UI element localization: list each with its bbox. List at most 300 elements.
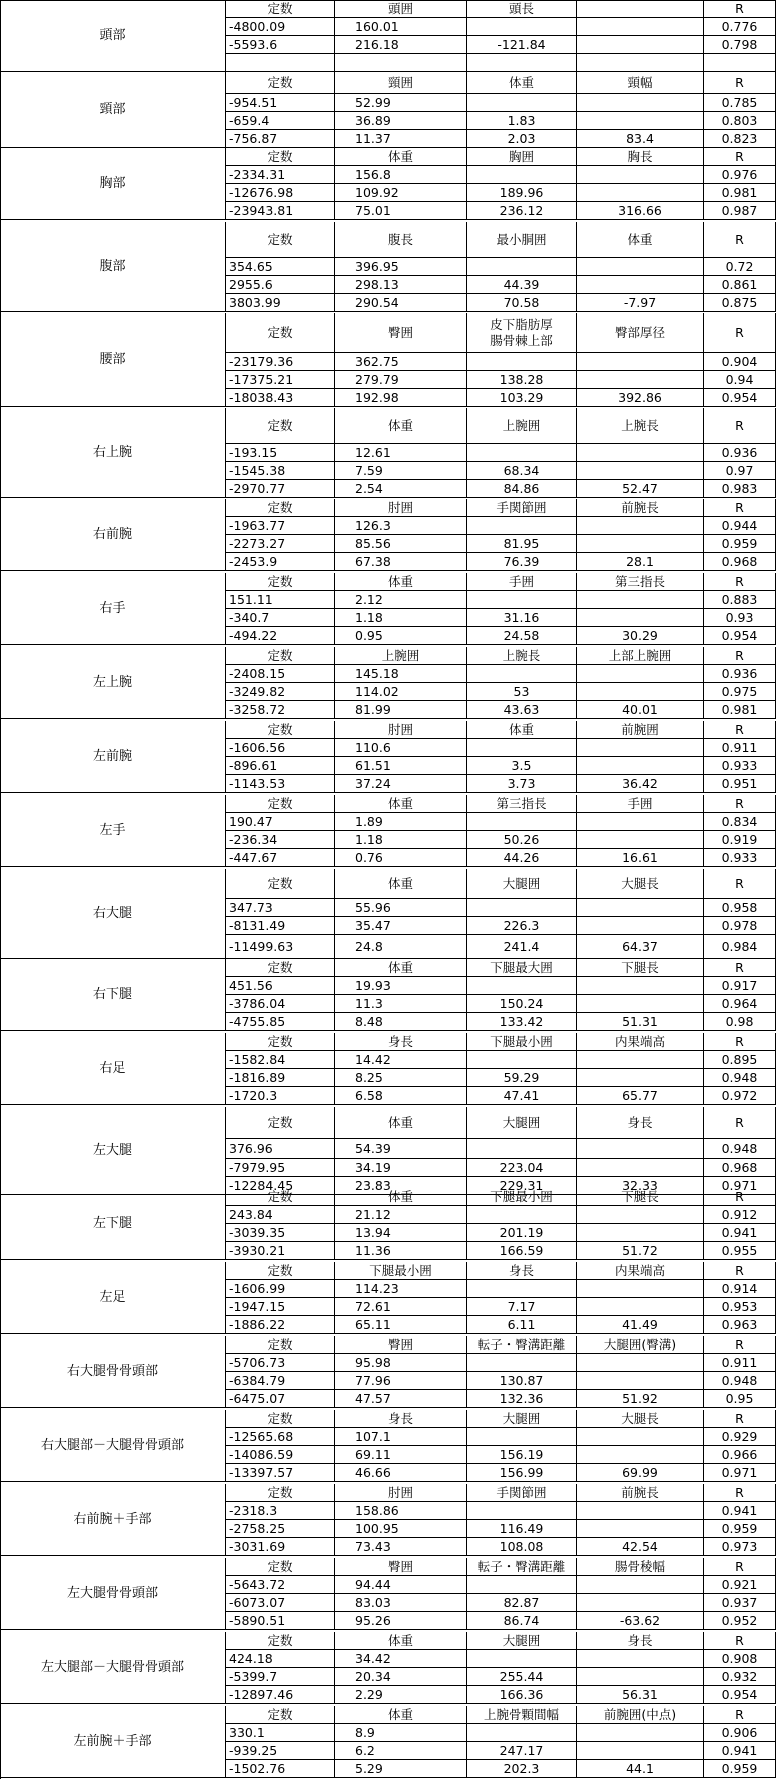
cell-constant: -13397.57	[226, 1464, 335, 1482]
blank-cell	[704, 54, 776, 72]
cell-value: 0.95	[335, 627, 467, 645]
cell-value: 133.42	[467, 1013, 577, 1031]
header-cell: R	[704, 1410, 776, 1428]
cell-constant: -1947.15	[226, 1298, 335, 1316]
cell-value: 65.11	[335, 1316, 467, 1334]
cell-value: 44.1	[577, 1760, 704, 1778]
cell-r: 0.968	[704, 553, 776, 571]
header-cell: 手関節囲	[467, 1484, 577, 1502]
header-cell: 体重	[467, 72, 577, 94]
cell-value	[577, 1280, 704, 1298]
cell-value: 69.11	[335, 1446, 467, 1464]
cell-value	[577, 977, 704, 995]
header-cell: 転子・臀溝距離	[467, 1336, 577, 1354]
header-cell: 身長	[335, 1410, 467, 1428]
cell-constant: -6073.07	[226, 1594, 335, 1612]
cell-constant: -1502.76	[226, 1760, 335, 1778]
cell-r: 0.948	[704, 1372, 776, 1390]
header-cell: 大腿囲(臀溝)	[577, 1336, 704, 1354]
cell-value: 247.17	[467, 1742, 577, 1760]
cell-constant: -18038.43	[226, 389, 335, 407]
cell-value	[577, 591, 704, 609]
cell-value: 68.34	[467, 462, 577, 480]
header-cell: 身長	[335, 1033, 467, 1051]
cell-r: 0.798	[704, 36, 776, 54]
cell-value	[467, 353, 577, 371]
cell-constant: -193.15	[226, 444, 335, 462]
cell-constant: -1886.22	[226, 1316, 335, 1334]
cell-constant: 451.56	[226, 977, 335, 995]
header-cell: 定数	[226, 222, 335, 258]
cell-value: 53	[467, 683, 577, 701]
header-cell: 体重	[335, 959, 467, 977]
cell-constant: -1963.77	[226, 517, 335, 535]
header-cell: 上腕囲	[335, 647, 467, 665]
header-cell: 転子・臀溝距離	[467, 1558, 577, 1576]
cell-value: 95.98	[335, 1354, 467, 1372]
cell-r: 0.919	[704, 831, 776, 849]
cell-constant: 151.11	[226, 591, 335, 609]
cell-value	[467, 1502, 577, 1520]
cell-r: 0.959	[704, 1520, 776, 1538]
header-cell: R	[704, 1262, 776, 1280]
cell-value: 56.31	[577, 1686, 704, 1704]
header-cell: 大腿長	[577, 1410, 704, 1428]
cell-value: 2.54	[335, 480, 467, 498]
cell-value	[577, 899, 704, 917]
cell-value: 40.01	[577, 701, 704, 719]
cell-value: 201.19	[467, 1224, 577, 1242]
cell-value: 43.63	[467, 701, 577, 719]
header-cell: 定数	[226, 313, 335, 353]
header-cell: 定数	[226, 1706, 335, 1724]
cell-value: 81.95	[467, 535, 577, 553]
header-cell: R	[704, 0, 776, 18]
header-cell: R	[704, 647, 776, 665]
cell-value	[467, 1051, 577, 1069]
cell-r: 0.911	[704, 1354, 776, 1372]
cell-value: 279.79	[335, 371, 467, 389]
cell-value: 11.37	[335, 130, 467, 148]
cell-constant: 190.47	[226, 813, 335, 831]
cell-r: 0.895	[704, 1051, 776, 1069]
cell-constant: 424.18	[226, 1650, 335, 1668]
cell-value: 11.36	[335, 1242, 467, 1260]
cell-value: 64.37	[577, 935, 704, 959]
cell-value	[577, 36, 704, 54]
cell-value: 11.3	[335, 995, 467, 1013]
section-label: 左大腿骨骨頭部	[0, 1558, 226, 1630]
cell-value	[467, 591, 577, 609]
header-cell: 上腕囲	[467, 408, 577, 444]
header-cell: R	[704, 1558, 776, 1576]
cell-value: 47.57	[335, 1390, 467, 1408]
cell-value: 52.99	[335, 94, 467, 112]
cell-value: 44.26	[467, 849, 577, 867]
section-label: 胸部	[0, 148, 226, 220]
cell-value: 23.83	[335, 1177, 467, 1195]
section-label: 左大腿部－大腿骨骨頭部	[0, 1632, 226, 1704]
header-cell: 定数	[226, 721, 335, 739]
header-cell: R	[704, 1336, 776, 1354]
header-cell: R	[704, 148, 776, 166]
cell-value: 160.01	[335, 18, 467, 36]
cell-r: 0.97	[704, 462, 776, 480]
cell-r: 0.936	[704, 444, 776, 462]
header-cell: 臀囲	[335, 313, 467, 353]
cell-value: 67.38	[335, 553, 467, 571]
cell-constant: -2318.3	[226, 1502, 335, 1520]
cell-value: 132.36	[467, 1390, 577, 1408]
header-cell: 定数	[226, 1632, 335, 1650]
cell-value	[467, 517, 577, 535]
header-cell: 身長	[577, 1632, 704, 1650]
cell-value: 150.24	[467, 995, 577, 1013]
section-label: 右下腿	[0, 959, 226, 1031]
cell-value	[577, 517, 704, 535]
section-label: 左大腿	[0, 1107, 226, 1195]
header-cell: 体重	[335, 795, 467, 813]
cell-value: 108.08	[467, 1538, 577, 1556]
cell-value	[467, 18, 577, 36]
section-label: 左足	[0, 1262, 226, 1334]
cell-r: 0.861	[704, 276, 776, 294]
cell-value	[577, 1594, 704, 1612]
cell-value	[577, 683, 704, 701]
section-label: 右大腿部－大腿骨骨頭部	[0, 1410, 226, 1482]
cell-value: 95.26	[335, 1612, 467, 1630]
cell-constant: -4755.85	[226, 1013, 335, 1031]
cell-r: 0.944	[704, 517, 776, 535]
cell-value: 100.95	[335, 1520, 467, 1538]
cell-constant: 243.84	[226, 1206, 335, 1224]
cell-value	[577, 1650, 704, 1668]
header-cell: 頭囲	[335, 0, 467, 18]
cell-value: 158.86	[335, 1502, 467, 1520]
cell-value	[577, 1354, 704, 1372]
header-cell	[577, 0, 704, 18]
header-cell: 定数	[226, 869, 335, 899]
header-cell: 内果端高	[577, 1033, 704, 1051]
cell-constant: -4800.09	[226, 18, 335, 36]
header-cell: R	[704, 721, 776, 739]
header-cell: R	[704, 795, 776, 813]
cell-value: 255.44	[467, 1668, 577, 1686]
cell-value	[577, 1159, 704, 1177]
cell-value: 82.87	[467, 1594, 577, 1612]
cell-value	[577, 1428, 704, 1446]
cell-value	[467, 665, 577, 683]
cell-constant: 330.1	[226, 1724, 335, 1742]
header-cell: 上腕骨顆間幅	[467, 1706, 577, 1724]
header-cell: 頭長	[467, 0, 577, 18]
cell-constant: -1582.84	[226, 1051, 335, 1069]
cell-value	[577, 1520, 704, 1538]
cell-r: 0.776	[704, 18, 776, 36]
header-cell: 前腕囲	[577, 721, 704, 739]
section-label: 腰部	[0, 313, 226, 407]
section-label: 右大腿	[0, 869, 226, 959]
cell-r: 0.952	[704, 1612, 776, 1630]
cell-value: 116.49	[467, 1520, 577, 1538]
header-cell: 臀囲	[335, 1336, 467, 1354]
cell-value: 46.66	[335, 1464, 467, 1482]
cell-constant: -12284.45	[226, 1177, 335, 1195]
cell-constant: -447.67	[226, 849, 335, 867]
cell-r: 0.921	[704, 1576, 776, 1594]
cell-r: 0.975	[704, 683, 776, 701]
cell-value: 138.28	[467, 371, 577, 389]
cell-r: 0.953	[704, 1298, 776, 1316]
cell-value: 6.11	[467, 1316, 577, 1334]
cell-value	[467, 1206, 577, 1224]
cell-value	[467, 977, 577, 995]
cell-constant: -1606.99	[226, 1280, 335, 1298]
header-cell: 内果端高	[577, 1262, 704, 1280]
header-cell: 第三指長	[577, 573, 704, 591]
header-cell: 体重	[577, 222, 704, 258]
cell-constant: -1606.56	[226, 739, 335, 757]
cell-value	[577, 18, 704, 36]
cell-value: 216.18	[335, 36, 467, 54]
header-cell: 定数	[226, 1107, 335, 1139]
header-cell: 腸骨稜幅	[577, 1558, 704, 1576]
cell-value: 1.18	[335, 831, 467, 849]
header-cell: 下腿最小囲	[335, 1262, 467, 1280]
cell-value	[577, 535, 704, 553]
cell-value: 189.96	[467, 184, 577, 202]
cell-value: 83.4	[577, 130, 704, 148]
cell-value: 192.98	[335, 389, 467, 407]
cell-r: 0.95	[704, 1390, 776, 1408]
cell-constant: -7979.95	[226, 1159, 335, 1177]
cell-value	[577, 353, 704, 371]
header-cell: 上腕長	[577, 408, 704, 444]
cell-value: 3.73	[467, 775, 577, 793]
cell-value: 202.3	[467, 1760, 577, 1778]
cell-constant: -23943.81	[226, 202, 335, 220]
header-cell: 定数	[226, 1484, 335, 1502]
cell-value	[577, 166, 704, 184]
cell-value: 75.01	[335, 202, 467, 220]
cell-value	[577, 1069, 704, 1087]
cell-value	[577, 1502, 704, 1520]
cell-value	[577, 665, 704, 683]
cell-constant: -756.87	[226, 130, 335, 148]
cell-value: 166.59	[467, 1242, 577, 1260]
header-cell: 体重	[335, 869, 467, 899]
section-label: 腹部	[0, 222, 226, 312]
header-cell: 体重	[335, 148, 467, 166]
cell-constant: -2758.25	[226, 1520, 335, 1538]
cell-value: 20.34	[335, 1668, 467, 1686]
header-cell: 定数	[226, 959, 335, 977]
cell-constant: -896.61	[226, 757, 335, 775]
header-cell: 体重	[335, 1706, 467, 1724]
header-cell: 定数	[226, 499, 335, 517]
cell-value: 236.12	[467, 202, 577, 220]
cell-value: 52.47	[577, 480, 704, 498]
header-cell: 定数	[226, 1262, 335, 1280]
cell-value: 70.58	[467, 294, 577, 312]
header-cell: 大腿囲	[467, 1632, 577, 1650]
cell-value	[467, 739, 577, 757]
cell-value: 30.29	[577, 627, 704, 645]
cell-value: 114.02	[335, 683, 467, 701]
cell-value: 81.99	[335, 701, 467, 719]
header-cell: 下腿最小囲	[467, 1033, 577, 1051]
cell-value: 103.29	[467, 389, 577, 407]
cell-constant: -6384.79	[226, 1372, 335, 1390]
cell-r: 0.959	[704, 1760, 776, 1778]
cell-value: 51.92	[577, 1390, 704, 1408]
header-cell: 上部上腕囲	[577, 647, 704, 665]
cell-value	[467, 1354, 577, 1372]
cell-value: 8.48	[335, 1013, 467, 1031]
cell-value	[467, 258, 577, 276]
cell-constant: 3803.99	[226, 294, 335, 312]
cell-r: 0.951	[704, 775, 776, 793]
header-cell: 身長	[467, 1262, 577, 1280]
cell-value	[577, 757, 704, 775]
header-cell: 下腿最小囲	[467, 1188, 577, 1206]
header-cell: 胸囲	[467, 148, 577, 166]
header-cell: 下腿最大囲	[467, 959, 577, 977]
cell-value: 28.1	[577, 553, 704, 571]
header-cell: 頸幅	[577, 72, 704, 94]
cell-value: 1.89	[335, 813, 467, 831]
cell-r: 0.93	[704, 609, 776, 627]
cell-r: 0.933	[704, 849, 776, 867]
cell-constant: -2453.9	[226, 553, 335, 571]
cell-r: 0.94	[704, 371, 776, 389]
cell-value	[577, 1576, 704, 1594]
cell-value: 145.18	[335, 665, 467, 683]
header-cell: 体重	[335, 1188, 467, 1206]
cell-constant: 2955.6	[226, 276, 335, 294]
cell-value: 51.31	[577, 1013, 704, 1031]
cell-constant: -5399.7	[226, 1668, 335, 1686]
cell-value: 2.12	[335, 591, 467, 609]
cell-value: 42.54	[577, 1538, 704, 1556]
cell-r: 0.917	[704, 977, 776, 995]
cell-constant: -3786.04	[226, 995, 335, 1013]
cell-value: 8.9	[335, 1724, 467, 1742]
cell-value: 6.2	[335, 1742, 467, 1760]
header-cell: R	[704, 72, 776, 94]
cell-value: 6.58	[335, 1087, 467, 1105]
blank-cell	[226, 54, 335, 72]
section-label: 左上腕	[0, 647, 226, 719]
cell-value: 0.76	[335, 849, 467, 867]
cell-value: 156.19	[467, 1446, 577, 1464]
cell-r: 0.984	[704, 935, 776, 959]
cell-value: 109.92	[335, 184, 467, 202]
header-cell: 定数	[226, 795, 335, 813]
cell-value	[467, 94, 577, 112]
cell-r: 0.964	[704, 995, 776, 1013]
cell-value: 114.23	[335, 1280, 467, 1298]
cell-value: 35.47	[335, 917, 467, 935]
cell-r: 0.933	[704, 757, 776, 775]
header-cell: 体重	[335, 1632, 467, 1650]
cell-constant: -2970.77	[226, 480, 335, 498]
cell-r: 0.941	[704, 1224, 776, 1242]
header-cell: 定数	[226, 1188, 335, 1206]
blank-cell	[467, 54, 577, 72]
header-cell: 定数	[226, 0, 335, 18]
header-cell: 肘囲	[335, 1484, 467, 1502]
section-label: 右上腕	[0, 408, 226, 498]
cell-constant: 347.73	[226, 899, 335, 917]
cell-value: 3.5	[467, 757, 577, 775]
header-cell: 定数	[226, 72, 335, 94]
cell-r: 0.983	[704, 480, 776, 498]
cell-value: 316.66	[577, 202, 704, 220]
header-cell: R	[704, 408, 776, 444]
cell-r: 0.966	[704, 1446, 776, 1464]
header-cell: 前腕長	[577, 1484, 704, 1502]
header-cell: 前腕長	[577, 499, 704, 517]
cell-value: 7.59	[335, 462, 467, 480]
cell-constant: -6475.07	[226, 1390, 335, 1408]
header-cell: 定数	[226, 408, 335, 444]
cell-value: 55.96	[335, 899, 467, 917]
cell-constant: -3039.35	[226, 1224, 335, 1242]
header-cell: 肘囲	[335, 721, 467, 739]
cell-constant: -340.7	[226, 609, 335, 627]
header-cell: 肘囲	[335, 499, 467, 517]
cell-r: 0.981	[704, 184, 776, 202]
section-label: 左下腿	[0, 1188, 226, 1260]
cell-constant: -12897.46	[226, 1686, 335, 1704]
cell-constant: -12565.68	[226, 1428, 335, 1446]
cell-value	[577, 995, 704, 1013]
cell-value: 32.33	[577, 1177, 704, 1195]
cell-r: 0.941	[704, 1502, 776, 1520]
cell-value: 51.72	[577, 1242, 704, 1260]
cell-constant: -3031.69	[226, 1538, 335, 1556]
cell-value	[577, 917, 704, 935]
cell-value	[577, 371, 704, 389]
section-label: 右手	[0, 573, 226, 645]
cell-constant: -5890.51	[226, 1612, 335, 1630]
cell-r: 0.971	[704, 1177, 776, 1195]
cell-value: 50.26	[467, 831, 577, 849]
cell-value	[577, 1051, 704, 1069]
header-cell: 定数	[226, 1336, 335, 1354]
cell-value: 65.77	[577, 1087, 704, 1105]
cell-constant: -1720.3	[226, 1087, 335, 1105]
cell-value	[577, 184, 704, 202]
cell-value: 37.24	[335, 775, 467, 793]
cell-r: 0.937	[704, 1594, 776, 1612]
cell-r: 0.98	[704, 1013, 776, 1031]
header-cell: R	[704, 499, 776, 517]
cell-r: 0.954	[704, 1686, 776, 1704]
cell-value	[467, 899, 577, 917]
cell-value: 34.19	[335, 1159, 467, 1177]
cell-value: 5.29	[335, 1760, 467, 1778]
cell-r: 0.908	[704, 1650, 776, 1668]
cell-r: 0.958	[704, 899, 776, 917]
cell-value	[467, 1576, 577, 1594]
cell-value: 76.39	[467, 553, 577, 571]
cell-value: 84.86	[467, 480, 577, 498]
cell-value	[577, 831, 704, 849]
section-label: 頸部	[0, 72, 226, 148]
cell-value: 2.03	[467, 130, 577, 148]
